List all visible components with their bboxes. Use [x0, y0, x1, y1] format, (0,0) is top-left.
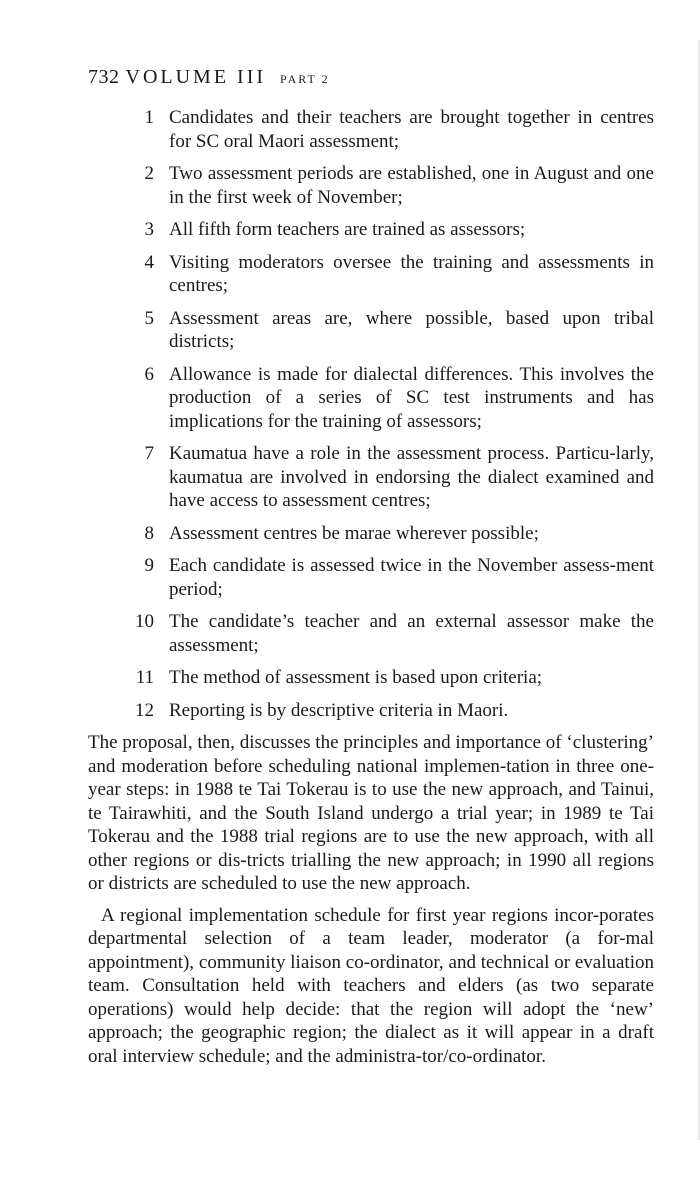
list-item-text: Reporting is by descriptive criteria in Maori.: [169, 699, 509, 721]
list-item-number: 6: [144, 363, 154, 385]
list-item: [88, 106, 654, 153]
list-item-text: Two assessment periods are established, one in August and one in the first week of November;: [169, 163, 654, 208]
body-paragraph: The proposal, then, discusses the principles and importance of ‘clustering’ and moderation before scheduling national implemen-tation in three one-year steps: in 1988 te Tai Tokerau is to use the new approach, and Tainui, te Tairawhiti, and the South Island undergo a trial year; in 1989 te Tai Tokerau and the 1988 trial regions are to use the new approach, with all other regions or dis-tricts trialling the new approach; in 1990 all regions or districts are scheduled to use the new approach.: [88, 732, 654, 894]
volume-label: VOLUME III: [125, 66, 267, 88]
part-label: PART 2: [280, 72, 330, 86]
list-item-text: Allowance is made for dialectal differences. This involves the production of a series of SC test instruments and has implications for the training of assessors;: [169, 363, 654, 432]
list-item: [88, 442, 654, 513]
list-item-number: 4: [144, 251, 154, 273]
list-item-text: Visiting moderators oversee the training and assessments in centres;: [169, 251, 654, 296]
list-item-text: All fifth form teachers are trained as assessors;: [169, 219, 526, 240]
list-item-number: 10: [135, 611, 154, 632]
list-item-text: Candidates and their teachers are brought together in centres for SC oral Maori assessment;: [169, 107, 654, 152]
list-item-number: 1: [144, 107, 154, 128]
list-item-number: 9: [144, 555, 154, 576]
list-item: [88, 666, 654, 690]
list-item-text: The method of assessment is based upon criteria;: [169, 667, 543, 688]
document-page: [88, 62, 654, 1068]
list-item: [88, 251, 654, 298]
list-item-text: Each candidate is assessed twice in the November assess-ment period;: [169, 555, 654, 600]
list-item-number: 7: [144, 443, 154, 464]
list-item-number: 3: [144, 219, 154, 240]
list-item-number: 2: [144, 163, 154, 184]
list-item-number: 8: [144, 522, 154, 544]
list-item-text: Kaumatua have a role in the assessment process. Particu-larly, kaumatua are involved in endorsing the dialect examined and have access to assessment centres;: [169, 443, 654, 511]
list-item: [88, 699, 654, 723]
list-item: [88, 307, 654, 354]
numbered-list: [88, 106, 654, 722]
list-item: [88, 554, 654, 601]
list-item: [88, 162, 654, 209]
list-item: [88, 522, 654, 546]
list-item-text: Assessment areas are, where possible, based upon tribal districts;: [169, 307, 654, 352]
list-item-number: 5: [144, 307, 154, 329]
list-item-number: 12: [135, 699, 154, 721]
list-item: [88, 218, 654, 242]
list-item-number: 11: [135, 667, 154, 688]
running-header: [88, 62, 654, 92]
list-item-text: The candidate’s teacher and an external assessor make the assessment;: [169, 611, 654, 656]
list-item: [88, 610, 654, 657]
list-item: [88, 363, 654, 434]
page-number: 732: [88, 66, 120, 88]
list-item-text: Assessment centres be marae wherever possible;: [169, 522, 539, 544]
body-paragraph: A regional implementation schedule for first year regions incor-porates departmental selection of a team leader, moderator (a for-mal appointment), community liaison co-ordinator, and technical or evaluation team. Consultation held with teachers and elders (as two separate operations) would help decide: that the region will adopt the ‘new’ approach; the geographic region; the dialect as it will appear in a draft oral interview schedule; and the administra-tor/co-ordinator.: [88, 904, 654, 1067]
